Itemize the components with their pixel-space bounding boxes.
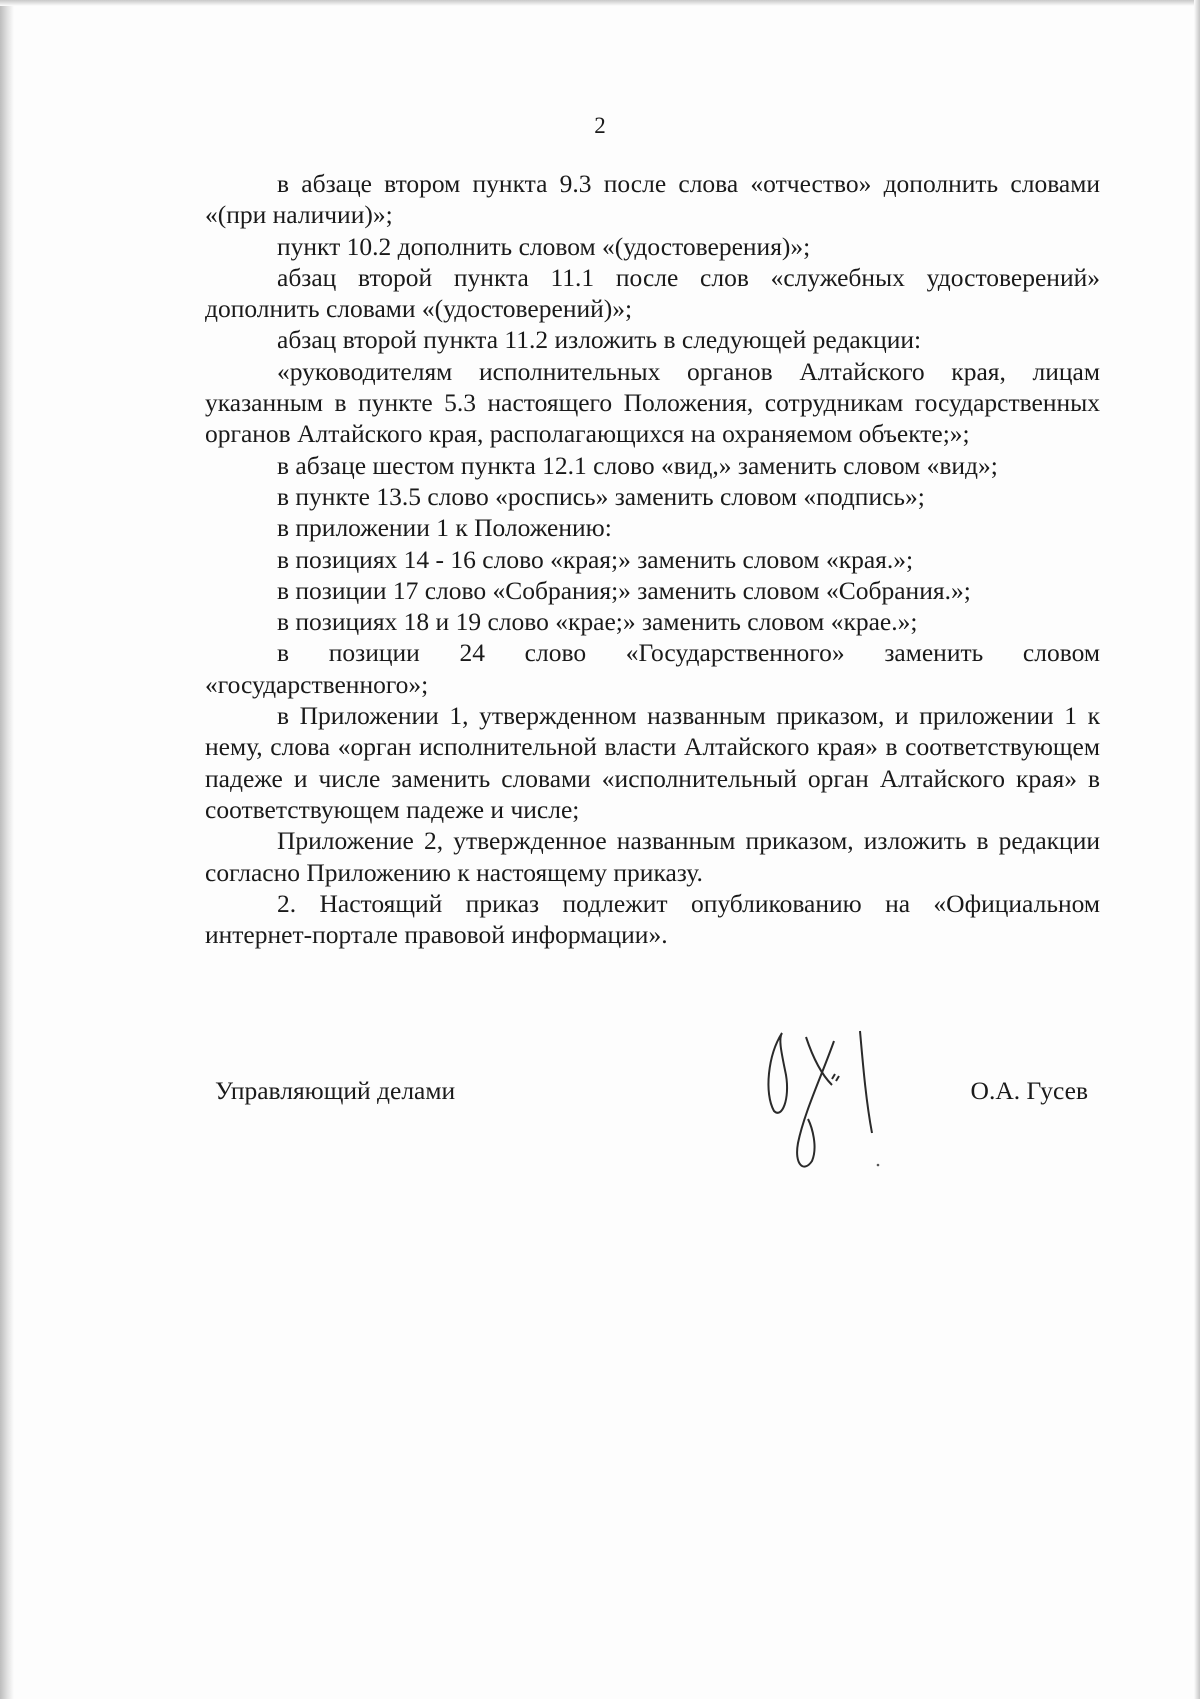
paragraph: в позициях 18 и 19 слово «крае;» заменить словом «крае.»; xyxy=(277,607,918,637)
paragraph: 2. Настоящий приказ подлежит опубликованию на «Официальном интернет-портале правовой информации». xyxy=(205,888,1100,950)
paragraph: в позиции 24 слово «Государственного» заменить словом «государственного»; xyxy=(205,638,1100,699)
paragraph: в абзаце шестом пункта 12.1 слово «вид,» заменить словом «вид»; xyxy=(277,450,998,480)
paragraph: абзац второй пункта 11.1 после слов «служебных удостоверений» дополнить словами «(удостоверений)»; xyxy=(205,262,1100,324)
scan-shadow-left xyxy=(0,0,14,1699)
scan-shadow-top xyxy=(0,0,1200,6)
paragraph: в позиции 17 слово «Собрания;» заменить словом «Собрания.»; xyxy=(277,575,971,605)
paragraph: в пункте 13.5 слово «роспись» заменить словом «подпись»; xyxy=(277,481,925,511)
paragraph: в Приложении 1, утвержденном названным приказом, и приложении 1 к нему, слова «орган исполнительной власти Алтайского края» в соответствующем падеже и числе заменить словами «исполнительный орган Алтайского края» в соответствующем падеже и числе; xyxy=(205,701,1100,824)
paragraph: «руководителям исполнительных органов Алтайского края, лицам указанным в пункте 5.3 настоящего Положения, сотрудникам государственных органов Алтайского края, располагающихся на охраняемом объекте;»; xyxy=(205,356,1100,449)
signatory-name: О.А. Гусев xyxy=(970,1076,1088,1105)
paragraph: пункт 10.2 дополнить словом «(удостоверения)»; xyxy=(277,231,811,261)
scan-shadow-right xyxy=(1194,0,1200,1699)
page-number: 2 xyxy=(594,113,606,138)
handwritten-signature xyxy=(760,1015,890,1185)
signature-block xyxy=(205,1060,1100,1200)
signatory-position: Управляющий делами xyxy=(215,1076,456,1105)
paragraph: в приложении 1 к Положению: xyxy=(277,513,612,543)
paragraph: Приложение 2, утвержденное названным приказом, изложить в редакции согласно Приложению к настоящему приказу. xyxy=(205,826,1100,887)
paragraph: абзац второй пункта 11.2 изложить в следующей редакции: xyxy=(277,325,922,355)
document-body xyxy=(205,168,1100,950)
paragraph: в абзаце втором пункта 9.3 после слова «отчество» дополнить словами «(при наличии)»; xyxy=(205,169,1100,230)
paragraph: в позициях 14 - 16 слово «края;» заменить словом «края.»; xyxy=(277,544,914,574)
